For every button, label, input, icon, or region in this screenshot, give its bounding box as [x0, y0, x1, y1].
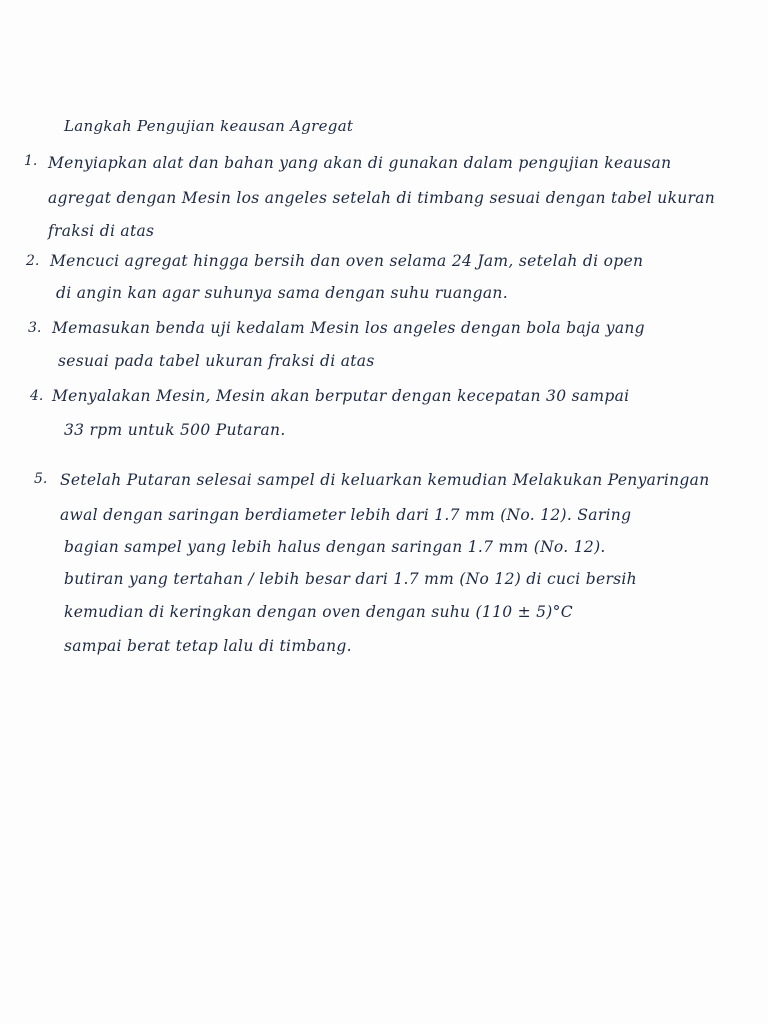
item-line: Mencuci agregat hingga bersih dan oven selama 24 Jam, setelah di open: [50, 252, 644, 270]
item-line: fraksi di atas: [48, 222, 155, 240]
item-number: 2.: [26, 253, 40, 269]
item-line: sesuai pada tabel ukuran fraksi di atas: [58, 352, 375, 370]
item-line: awal dengan saringan berdiameter lebih dari 1.7 mm (No. 12). Saring: [60, 506, 632, 524]
item-line: Menyiapkan alat dan bahan yang akan di gunakan dalam pengujian keausan: [48, 154, 672, 172]
item-line: bagian sampel yang lebih halus dengan saringan 1.7 mm (No. 12).: [64, 538, 606, 556]
item-line: sampai berat tetap lalu di timbang.: [64, 637, 352, 655]
item-line: agregat dengan Mesin los angeles setelah di timbang sesuai dengan tabel ukuran: [48, 189, 716, 207]
item-number: 5.: [34, 471, 48, 487]
item-number: 3.: [28, 320, 42, 336]
item-line: butiran yang tertahan / lebih besar dari 1.7 mm (No 12) di cuci bersih: [64, 570, 637, 588]
item-line: Menyalakan Mesin, Mesin akan berputar dengan kecepatan 30 sampai: [52, 387, 630, 405]
item-line: di angin kan agar suhunya sama dengan suhu ruangan.: [56, 284, 508, 302]
page-title: Langkah Pengujian keausan Agregat: [64, 117, 354, 135]
item-line: 33 rpm untuk 500 Putaran.: [64, 421, 286, 439]
item-number: 4.: [30, 388, 44, 404]
item-line: Setelah Putaran selesai sampel di keluarkan kemudian Melakukan Penyaringan: [60, 471, 710, 489]
item-number: 1.: [24, 153, 38, 169]
item-line: Memasukan benda uji kedalam Mesin los angeles dengan bola baja yang: [52, 319, 645, 337]
item-line: kemudian di keringkan dengan oven dengan suhu (110 ± 5)°C: [64, 603, 573, 621]
